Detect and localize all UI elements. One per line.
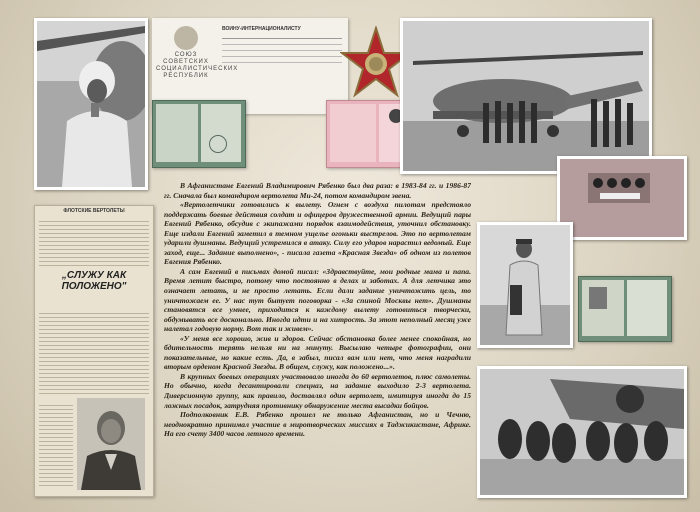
officer-portrait-photo bbox=[77, 398, 145, 490]
clipping-masthead: ФЛОТСКИЕ ВЕРТОЛЕТЫ bbox=[63, 208, 125, 214]
stamp-icon bbox=[209, 135, 227, 153]
certificate-title: ВОИНУ-ИНТЕРНАЦИОНАЛИСТУ bbox=[222, 26, 301, 32]
helicopter-crew-photo bbox=[400, 18, 652, 174]
article-paragraph: А сам Евгений в письмах домой писал: «Здравствуйте, мои родные мама и папа. Время летит быстро, потому что постоянно в делах и заботах. А для летчика это означает летать, и не просто летать. Если дали задание уничтожить цель, то уничтожаем ее. У нас тут бытует поговорка - «За спиной Москвы нет». Душманы становятся все умнее, приходится к каждому вылету готовиться творчески, обдумывать все досконально. Иногда идти и на хитрость. За этот неполный месяц уже налетал годовую норму. Вот так и живем». bbox=[164, 266, 471, 334]
article-paragraph: В Афганистане Евгений Владимирович Рябенко был два раза: в 1983-84 гг. и 1986-87 гг. Сначала был командиром вертолета Ми-24, потом командиром звена. bbox=[164, 181, 471, 200]
crew-group-photo bbox=[477, 366, 687, 498]
photo-stamp-icon bbox=[589, 287, 607, 309]
clipping-headline: „СЛУЖУ КАК ПОЛОЖЕНО" bbox=[61, 270, 127, 292]
article-paragraph: Подполковник Е.В. Рябенко прошел не только Афганистан, но и Чечню, неоднократно принимал участие в миротворческих миссиях в Таджикистане, Африке. На его счету 3400 часов летного времени. bbox=[164, 410, 471, 439]
article-paragraph: «У меня все хорошо, жив и здоров. Сейчас обстановка более менее спокойная, но бдительность терять нельзя ни на минуту. Высылаю четыре фотографии, они показательные, но какие есть. Да, в забыл, писал вам или нет, что меня наградили вторым орденом Красной Звезды. В общем, служу, как положено...». bbox=[164, 333, 471, 372]
certificate-emblem-text: СОЮЗ СОВЕТСКИХ СОЦИАЛИСТИЧЕСКИХ РЕСПУБЛИК bbox=[156, 52, 239, 79]
cockpit-photo bbox=[557, 156, 687, 240]
article-paragraph: В крупных боевых операциях участвовало иногда до 60 вертолетов, плюс самолеты. Но обычно, когда десантировали спецназ, на задание выходило 2-3 вертолета. Диверсионную группу, как правило, доставлял один вертолет, имитируя иногда до 15 ложных посадок, затрудняя противнику обнаружение места высадки бойцов. bbox=[164, 371, 471, 410]
service-id-booklet bbox=[578, 276, 672, 342]
ussr-emblem-icon bbox=[174, 26, 198, 50]
newspaper-clipping bbox=[34, 205, 154, 497]
soldier-standing-photo bbox=[477, 222, 573, 348]
article-text bbox=[164, 181, 471, 481]
pilot-helmet-photo bbox=[34, 18, 148, 190]
article-paragraph: «Вертолетчики готовились к вылету. Огнем с воздуха пилотам предстояло поддержать боевые действия солдат и офицеров дружественной армии. Ведущий пары Евгений Рябенко, обсудив с экипажами порядок взаимодействия, уточнил обстановку. Еще издали Евгений заметил в темном ущелье огоньки выстрелов. Это по вертолетам ударили душманы. Ведущий устремился в атаку. Силу его ударов нарастил ведомый. Еще заход, еще... Задание выполнено», - писала газета «Красная Звезда» об одном из полетов Евгения Рябенко. bbox=[164, 200, 471, 267]
award-booklet-green bbox=[152, 100, 246, 168]
